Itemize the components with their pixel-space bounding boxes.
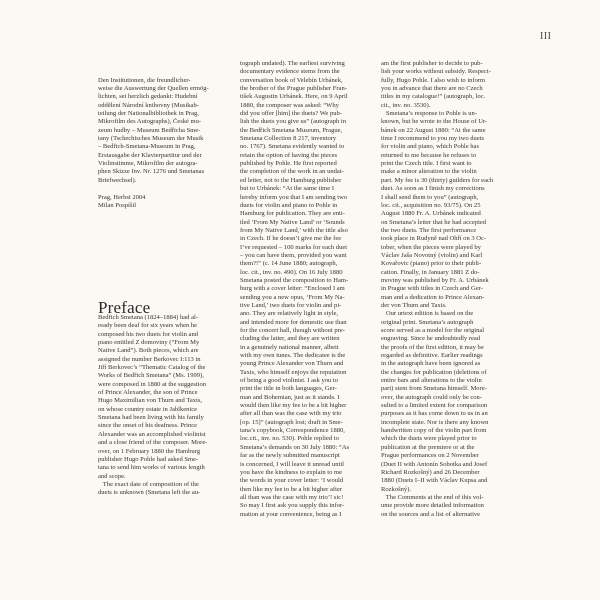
text-line: The exact date of composition of the <box>98 480 199 488</box>
text-line: mation at your convenience, being as I <box>240 510 342 518</box>
text-line: ed letter, not to the Hamburg publisher <box>240 176 342 184</box>
text-line: Václav Jaša Novotný (violin) and Karl <box>381 251 483 259</box>
text-line: Alexander was an accomplished violinist <box>98 430 206 438</box>
text-line: on the sources and a list of alternative <box>381 510 481 518</box>
text-line: did you offer [him] the duets? We pub- <box>240 110 342 118</box>
text-line: entire bars and alterations to the violin <box>381 377 482 385</box>
text-line: Smetana’s demands on 30 July 1880: “As <box>240 443 350 451</box>
text-line: young Prince Alexander von Thurn and <box>240 360 344 368</box>
text-line: and scope. <box>98 472 126 480</box>
text-line: Prague performances on 2 November <box>381 452 479 460</box>
text-line: ano. They are relatively light in style, <box>240 310 339 318</box>
text-line: print the title in both languages, Ger- <box>240 385 337 393</box>
text-line: would then like my fee to be a bit higher <box>240 402 347 410</box>
preface-heading: Preface <box>98 298 151 317</box>
acknowledgements-text <box>98 77 232 211</box>
text-line: in Prague with titles in Czech and Ger- <box>381 285 483 293</box>
text-line: composed his two duets for violin and <box>98 330 199 338</box>
column-3 <box>381 60 515 519</box>
text-line: Briefwechsel). <box>98 176 137 184</box>
text-line: known, but he wrote to the House of Ur- <box>381 118 488 126</box>
text-line: in Czech. If he doesn’t give me the fee <box>240 235 342 243</box>
text-line <box>98 185 232 193</box>
text-line: score served as a model for the original <box>381 327 485 334</box>
text-line: teilung der Nationalbibliothek in Prag, <box>98 110 199 118</box>
text-line: in the autograph have been ignored as <box>381 360 481 368</box>
text-line: Bedřich Smetana (1824–1884) had al- <box>98 314 198 321</box>
text-line: of Prince Alexander, the son of Prince <box>98 389 198 397</box>
text-line: (Duet II with Antonín Sobotka and Josef <box>381 460 488 468</box>
text-line: published by Pohle. He first reported <box>240 160 337 168</box>
text-line: on Smetana’s letter that he had accepted <box>381 218 487 226</box>
text-line: part. My fee is 30 (thirty) guilders for each <box>381 176 494 184</box>
text-line: but to Urbánek: “At the same time I <box>240 185 334 193</box>
text-line: and intended more for domestic use than <box>240 318 347 326</box>
text-line: tober, when the pieces were played by <box>381 243 481 251</box>
text-line: Richard Rozkošný) and 26 December <box>381 468 480 476</box>
text-line: Smetana had been living with his family <box>98 414 204 422</box>
text-line: 1880, the composer was asked: “Why <box>240 101 339 109</box>
text-line: after all than was the case with my trio <box>240 410 342 418</box>
text-line: make a minor alteration to the violin <box>381 168 477 176</box>
text-line: Erstausgabe der Klavierpartitur und der <box>98 151 202 159</box>
text-line: regarded as definitive. Earlier readings <box>381 352 483 360</box>
text-line: all than was the case with my trio’! sic! <box>240 493 344 501</box>
text-line: cluding the latter, and they are written <box>240 335 340 343</box>
text-line: original print. Smetana’s autograph <box>381 318 474 326</box>
text-line: Prag, Herbst 2004 <box>98 193 146 201</box>
text-line: in a genuinely national manner, albeit <box>240 343 339 351</box>
text-line: tled ‘From My Native Land’ or ‘Sounds <box>240 218 345 226</box>
text-line: ready been deaf for six years when he <box>98 322 198 330</box>
text-line: Rozkošný). <box>381 485 412 493</box>
text-line: then like my fee to be a bit higher after <box>240 485 342 493</box>
text-line: cation. Finally, in January 1881 Z do- <box>381 268 480 276</box>
text-line: from My Native Land,’ with the title also <box>240 226 348 234</box>
text-line: phen Skizze Inv. Nr. 1276 und Smetanas <box>98 168 205 176</box>
text-line: Taxis, who himself enjoys the reputation <box>240 368 347 376</box>
text-line: you have the kindness to explain to me <box>240 468 343 476</box>
text-line: zeum hudby – Museum Bedřicha Sme- <box>98 126 201 134</box>
text-line: duets for violin and piano to Pohle in <box>240 201 338 209</box>
preface-text-start <box>98 314 207 498</box>
text-line: Den Institutionen, die freundlicher- <box>98 76 191 84</box>
text-line: Hugo Maximilian von Thurn and Taxis, <box>98 397 203 405</box>
text-line: lish your works without subsidy. Respect- <box>381 68 491 76</box>
text-line: part) stem from Smetana himself. More- <box>381 385 487 393</box>
text-line: Smetana Collection 8 217, inventory <box>240 135 337 143</box>
text-line: hereby inform you that I am sending two <box>240 193 348 201</box>
text-line: purposes as it has come down to us in an <box>381 410 488 418</box>
text-line: tograph undated). The earliest surviving <box>240 60 345 67</box>
text-line: on whose country estate in Jablkenice <box>98 405 198 413</box>
text-line: weise die Auswertung der Quellen ermög- <box>98 85 209 93</box>
text-line: moviny was published by Fr. A. Urbánek <box>381 276 489 284</box>
text-line: the completion of the work in an undat- <box>240 168 344 176</box>
text-line: over, the autograph could only be con- <box>381 393 483 401</box>
text-line: Our urtext edition is based on the <box>381 310 474 318</box>
text-line: loc. cit., inv. no. 490). On 16 July 1880 <box>240 268 343 276</box>
text-line: documentary evidence stems from the <box>240 68 340 76</box>
text-line: 1880 (Duets I–II with Václav Kupsa and <box>381 477 488 485</box>
column-2 <box>240 60 374 519</box>
text-line: the two duets. The first performance <box>381 226 477 234</box>
text-line: Milan Pospíšil <box>98 201 137 209</box>
text-line: the proofs of the first edition, it may be <box>381 343 484 351</box>
text-line: bánek on 22 August 1880: “At the same <box>381 126 486 134</box>
text-line: piano entitled Z domoviny (“From My <box>98 339 200 347</box>
text-line: far as the newly submitted manuscript <box>240 452 340 460</box>
text-line: tana’s copybook, Correspondence 1880, <box>240 427 345 435</box>
text-line: Works of Bedřich Smetana” (Ms. 1999), <box>98 372 204 380</box>
text-line: incomplete state. Nor is there any known <box>381 418 489 426</box>
text-line: lichten, sei herzlich gedankt: Hudební <box>98 93 198 101</box>
text-line: were composed in 1880 at the suggestion <box>98 380 207 388</box>
text-line: cit., inv. no. 3530). <box>381 101 431 109</box>
text-line: print the Czech title. I first want to <box>381 160 472 168</box>
text-line: fully, Hugo Pohle. I also wish to inform <box>381 76 486 84</box>
text-line: conversation book of Velebín Urbánek, <box>240 76 343 84</box>
text-line: is concerned, I will leave it unread until <box>240 460 344 468</box>
text-line: So may I first ask you supply this infor- <box>240 502 345 510</box>
text-line: took place in Rudyně nad Ohří on 3 Oc- <box>381 235 487 243</box>
text-line: [op. 15]” (autograph lost; draft in Sme- <box>240 418 343 426</box>
text-line: returned to me because he refuses to <box>381 151 477 159</box>
text-line: Native Land”). Both pieces, which are <box>98 347 199 355</box>
text-line: retain the option of having the pieces <box>240 151 338 159</box>
text-line: der von Thurn and Taxis. <box>381 301 447 309</box>
text-line: tive Land,’ two duets for violin and pi- <box>240 301 342 309</box>
text-line: publisher Hugo Pohle had asked Sme- <box>98 455 199 463</box>
text-line: since the onset of his deafness. Prince <box>98 422 198 430</box>
text-line: Violinstimme, Mikrofilm der autogra- <box>98 160 198 168</box>
page-number: III <box>540 31 552 42</box>
text-line: Smetana’s response to Pohle is un- <box>381 110 478 118</box>
text-line: engraving. Since he undoubtedly read <box>381 335 481 343</box>
text-line: Kovařovic (piano) prior to their publi- <box>381 260 482 268</box>
text-line: with my own tunes. The dedicatee is the <box>240 352 346 360</box>
text-line: handwritten copy of the violin part from <box>381 427 487 435</box>
text-line: The Comments at the end of this vol- <box>381 493 484 501</box>
text-line: Smetana posted the composition to Ham- <box>240 276 349 284</box>
text-line: which the duets were played prior to <box>381 435 477 443</box>
text-line: I shall send them to you” (autograph, <box>381 193 479 201</box>
text-line: titles in my catalogue!” (autograph, loc. <box>381 93 486 101</box>
text-line: am the first publisher to decide to pub- <box>381 60 483 67</box>
text-line: no. 1767). Smetana evidently wanted to <box>240 143 345 151</box>
text-line: the Bedřich Smetana Museum, Prague, <box>240 126 343 134</box>
text-line: lish the duets you give us” (autograph in <box>240 118 347 126</box>
text-line: publication at the premiere or at the <box>381 443 475 451</box>
text-line: ume provide more detailed information <box>381 502 484 510</box>
text-line: Jiří Berkovec’s “Thematic Catalog of the <box>98 364 206 372</box>
text-line: oddělení Národní knihovny (Musikab- <box>98 101 199 109</box>
text-line: loc.cit., inv. no. 530). Pohle replied to <box>240 435 339 443</box>
text-line: tišek Augustin Urbánek. Here, on 9 April <box>240 93 348 101</box>
text-line: man and Bohemian, just as it stands. I <box>240 393 340 401</box>
text-line: sulted to a limited extent for comparison <box>381 402 488 410</box>
text-line: and a close friend of the composer. More- <box>98 439 208 447</box>
text-line: the words in your cover letter: ‘I would <box>240 477 344 485</box>
text-line: tany (Tschechisches Museum der Musik <box>98 135 204 143</box>
text-line: loc. cit., acquisition no. 93/75). On 25 <box>381 201 481 209</box>
text-line: for violin and piano, which Pohle has <box>381 143 480 151</box>
text-line: duets is unknown (Smetana left the au- <box>98 489 201 497</box>
text-line: the brother of the Prague publisher Fran- <box>240 85 347 93</box>
text-line: of being a good violinist. I ask you to <box>240 377 339 385</box>
text-line: duet. As soon as I finish my corrections <box>381 185 485 193</box>
text-line: – you can have them, provided you want <box>240 251 347 259</box>
text-line: them?!” (c. 14 June 1880; autograph, <box>240 260 338 268</box>
text-line: tana to send him works of various length <box>98 464 205 472</box>
text-line: over, on 1 February 1880 the Hamburg <box>98 447 200 455</box>
text-line: burg with a cover letter: “Enclosed I am <box>240 285 345 293</box>
text-line: man and a dedication to Prince Alexan- <box>381 293 485 301</box>
text-line: for the concert hall, though without pre- <box>240 327 345 334</box>
text-line: the changes for publication (deletions of <box>381 368 487 376</box>
text-line: you in advance that there are no Czech <box>381 85 483 93</box>
text-line: assigned the number Berkovec I:113 in <box>98 355 201 363</box>
text-line: Mikrofilm des Autographs), České mu- <box>98 118 202 126</box>
text-line: Hamburg for publication. They are enti- <box>240 210 345 218</box>
text-line: I’ve requested – 100 marks for each duet <box>240 243 348 251</box>
text-line: – Bedřich-Smetana-Museum in Prag, <box>98 143 196 151</box>
text-line: August 1880 Fr. A. Urbánek indicated <box>381 210 481 218</box>
text-line: sending you a new opus, ‘From My Na- <box>240 293 345 301</box>
text-line: time I recommend to you my two duets <box>381 135 485 143</box>
